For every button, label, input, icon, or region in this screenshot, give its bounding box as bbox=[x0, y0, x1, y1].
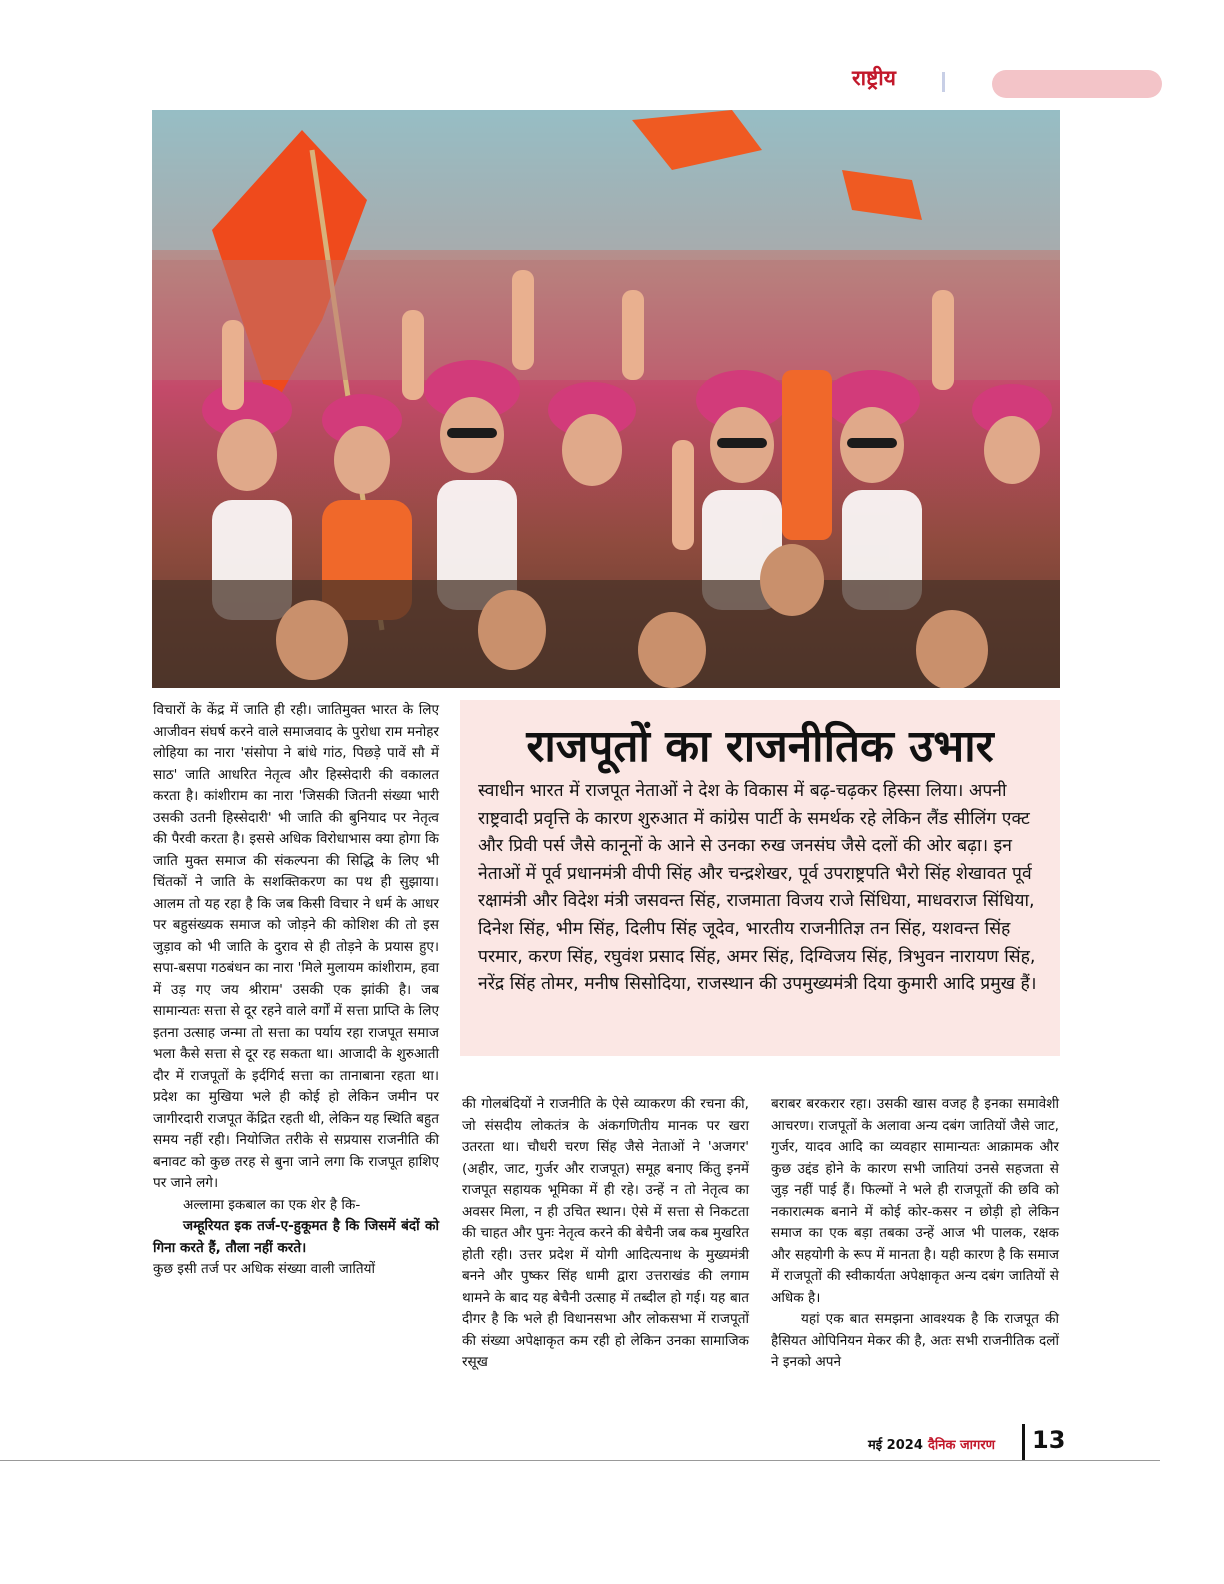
footer-rule bbox=[0, 1460, 1160, 1461]
page-number: 13 bbox=[1032, 1426, 1066, 1454]
section-label: राष्ट्रीय bbox=[852, 66, 896, 90]
footer-divider bbox=[1022, 1424, 1025, 1460]
article-column-2 bbox=[462, 1094, 749, 1374]
publication-brand: दैनिक जागरण bbox=[928, 1438, 996, 1453]
section-pill-decoration bbox=[992, 70, 1162, 98]
column-3-paragraph: बराबर बरकरार रहा। उसकी खास वजह है इनका समावेशी आचरण। राजपूतों के अलावा अन्य दबंग जातियों जैसे जाट, गुर्जर, यादव आदि का व्यवहार सामान्यतः आक्रामक और कुछ उद्दंड होने के कारण सभी जातियां उनसे सहजता से जुड़ नहीं पाई हैं। फिल्मों ने भले ही राजपूतों की छवि को नकारात्मक बनाने में कोई कोर-कसर न छोड़ी हो लेकिन समाज का एक बड़ा तबका उन्हें आज भी पालक, रक्षक और सहयोगी के रूप में मानता है। यही कारण है कि समाज में राजपूतों की स्वीकार्यता अपेक्षाकृत अन्य दबंग जातियों से अधिक है। bbox=[771, 1096, 1059, 1306]
column-1-paragraph: अल्लामा इकबाल का एक शेर है कि- bbox=[183, 1196, 361, 1213]
feature-title: राजपूतों का राजनीतिक उभार bbox=[526, 721, 994, 772]
issue-date: मई 2024 bbox=[868, 1438, 923, 1453]
column-1-paragraph: कुछ इसी तर्ज पर अधिक संख्या वाली जातियों bbox=[153, 1261, 376, 1277]
rally-photo bbox=[152, 110, 1060, 688]
section-divider bbox=[942, 72, 945, 92]
feature-box bbox=[460, 700, 1060, 1056]
article-column-3 bbox=[771, 1094, 1059, 1374]
rally-photo-illustration bbox=[152, 110, 1060, 688]
column-2-paragraph: की गोलबंदियों ने राजनीति के ऐसे व्याकरण की रचना की, जो संसदीय लोकतंत्र के अंकगणितीय मानक पर खरा उतरता था। चौधरी चरण सिंह जैसे नेताओं ने 'अजगर' (अहीर, जाट, गुर्जर और राजपूत) समूह बनाए किंतु इनमें राजपूत सहायक भूमिका में ही रहे। उन्हें न तो नेतृत्व का अवसर मिला, न ही उचित स्थान। ऐसे में सत्ता से निकटता की चाहत और पुनः नेतृत्व करने की बेचैनी जब कब मुखरित होती रही। उत्तर प्रदेश में योगी आदित्यनाथ के मुख्यमंत्री बनने और पुष्कर सिंह धामी द्वारा उत्तराखंड की लगाम थामने के बाद यह बेचैनी उत्साह में तब्दील हो गई। यह बात दीगर है कि भले ही विधानसभा और लोकसभा में राजपूतों की संख्या अपेक्षाकृत कम रही हो लेकिन उनका सामाजिक रसूख bbox=[462, 1096, 749, 1370]
column-3-paragraph: यहां एक बात समझना आवश्यक है कि राजपूत की हैसियत ओपिनियन मेकर की है, अतः सभी राजनीतिक दलों ने इनको अपने bbox=[771, 1311, 1059, 1370]
feature-body: स्वाधीन भारत में राजपूत नेताओं ने देश के विकास में बढ़-चढ़कर हिस्सा लिया। अपनी राष्ट्रवादी प्रवृत्ति के कारण शुरुआत में कांग्रेस पार्टी के समर्थक रहे लेकिन लैंड सीलिंग एक्ट और प्रिवी पर्स जैसे कानूनों के आने से उनका रुख जनसंघ जैसे दलों की ओर बढ़ा। इन नेताओं में पूर्व प्रधानमंत्री वीपी सिंह और चन्द्रशेखर, पूर्व उपराष्ट्रपति भैरो सिंह शेखावत पूर्व रक्षामंत्री और विदेश मंत्री जसवन्त सिंह, राजमाता विजय राजे सिंधिया, माधवराज सिंधिया, दिनेश सिंह, भीम सिंह, दिलीप सिंह जूदेव, भारतीय राजनीतिज्ञ तन सिंह, यशवन्त सिंह परमार, करण सिंह, रघुवंश प्रसाद सिंह, अमर सिंह, दिग्विजय सिंह, त्रिभुवन नारायण सिंह, नरेंद्र सिंह तोमर, मनीष सिसोदिया, राजस्थान की उपमुख्यमंत्री दिया कुमारी आदि प्रमुख हैं। bbox=[478, 781, 1037, 995]
iqbal-couplet: जम्हूरियत इक तर्ज-ए-हुकूमत है कि जिसमें बंदों को गिना करते हैं, तौला नहीं करते। bbox=[153, 1218, 439, 1256]
column-1-paragraph: विचारों के केंद्र में जाति ही रही। जातिमुक्त भारत के लिए आजीवन संघर्ष करने वाले समाजवाद के पुरोधा राम मनोहर लोहिया का नारा 'संसोपा ने बांधे गांठ, पिछड़े पावें सौ में साठ' जाति आधरित नेतृत्व और हिस्सेदारी की वकालत करता है। कांशीराम का नारा 'जिसकी जितनी संख्या भारी उसकी उतनी हिस्सेदारी' भी जाति की बुनियाद पर नेतृत्व की पैरवी करता है। इससे अधिक विरोधाभास क्या होगा कि जाति मुक्त समाज की संकल्पना की सिद्धि के लिए भी चिंतकों ने जाति के सशक्तिकरण का पथ ही सुझाया। आलम तो यह रहा है कि जब किसी विचार ने धर्म के आधर पर बहुसंख्यक समाज को जोड़ने की कोशिश की तो इस जुड़ाव को भी जाति के दुराव से ही तोड़ने के प्रयास हुए। सपा-बसपा गठबंधन का नारा 'मिले मुलायम कांशीराम, हवा में उड़ गए जय श्रीराम' उसकी एक झांकी है। जब सामान्यतः सत्ता से दूर रहने वाले वर्गों में सत्ता प्राप्ति के लिए इतना उत्साह जन्मा तो सत्ता का पर्याय रहा राजपूत समाज भला कैसे सत्ता से दूर रह सकता था। आजादी के शुरुआती दौर में राजपूतों के इर्दगिर्द सत्ता का तानाबाना रहता था। प्रदेश का मुखिया भले ही कोई हो लेकिन जमीन पर जागीरदारी राजपूत केंद्रित रहती थी, लेकिन यह स्थिति बहुत समय नहीं रही। नियोजित तरीके से सप्रयास राजनीति की बनावट को कुछ तरह से बुना जाने लगा कि राजपूत हाशिए पर जाने लगे। bbox=[153, 702, 439, 1191]
article-column-1 bbox=[153, 700, 439, 1281]
